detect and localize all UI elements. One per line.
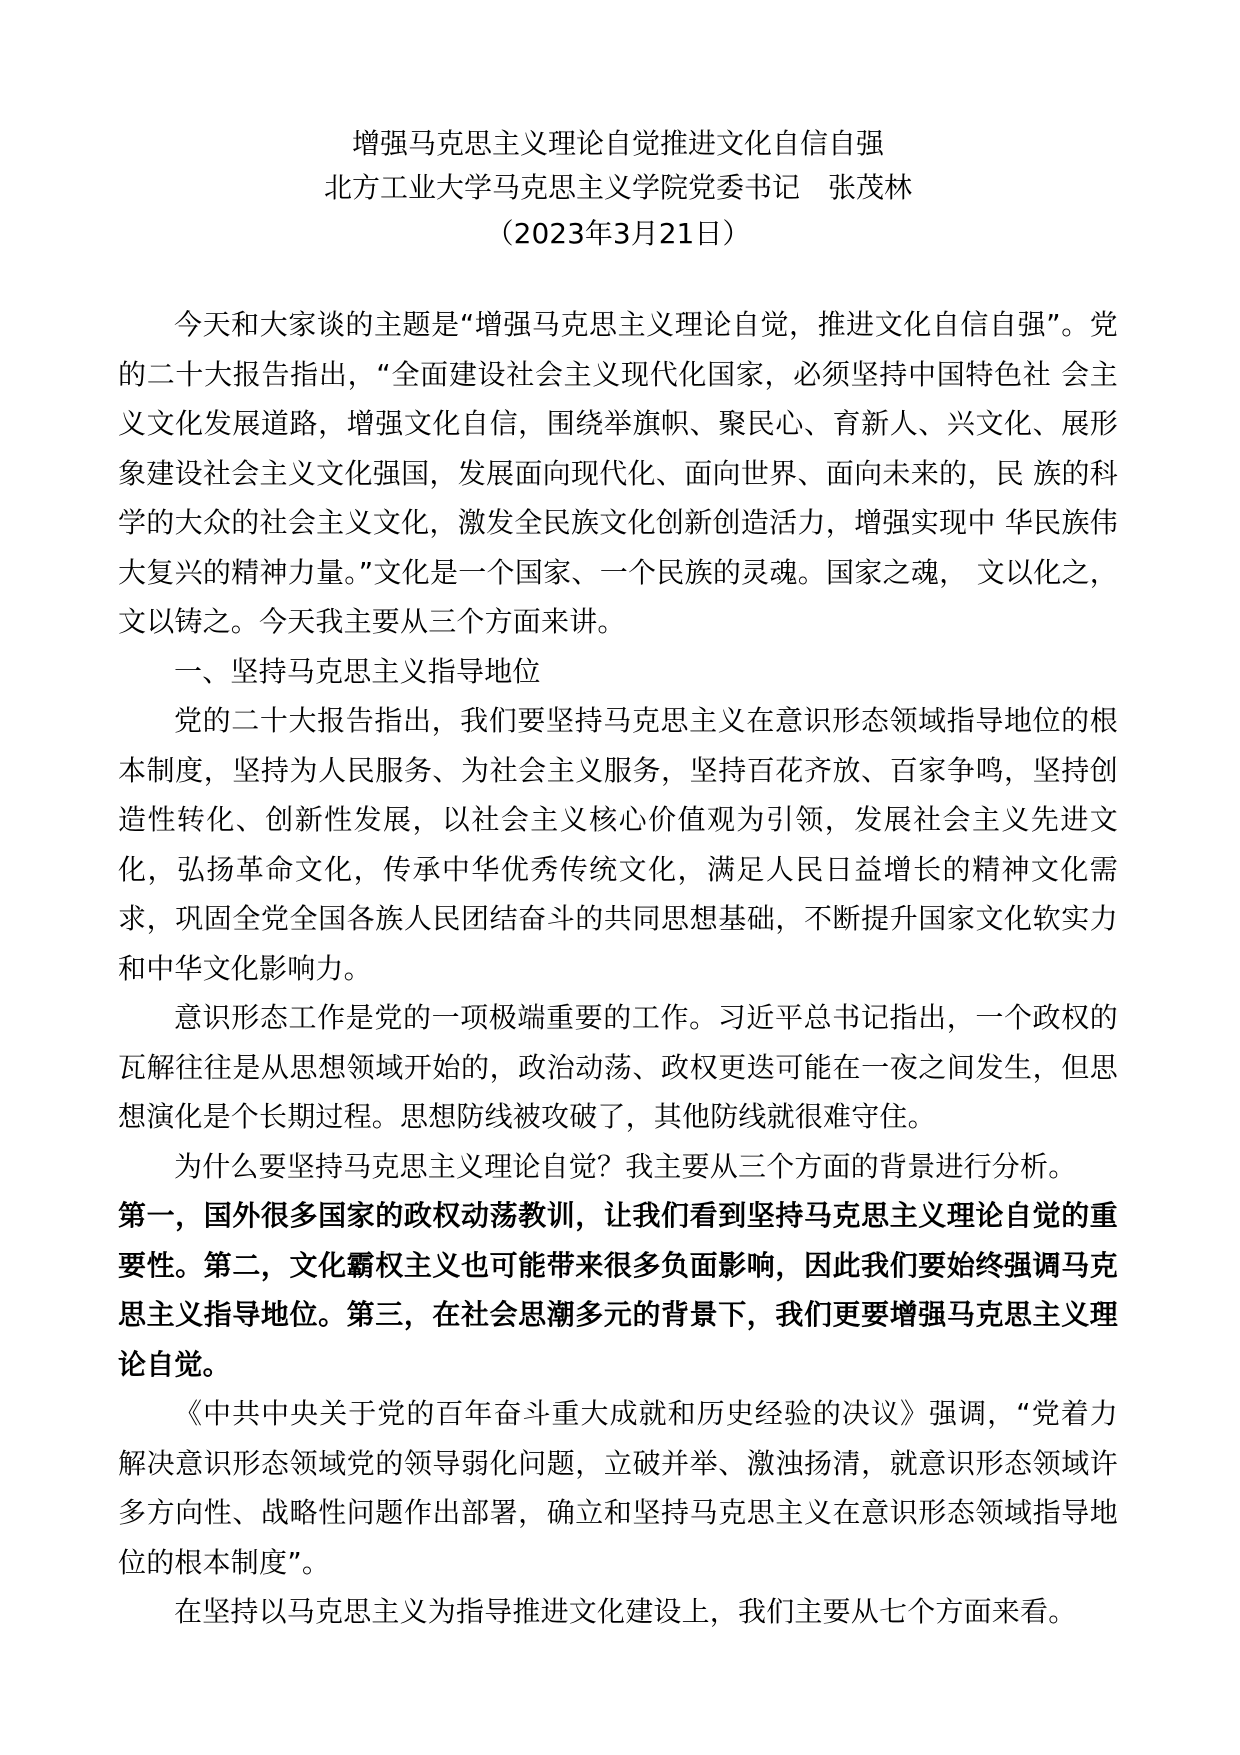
document-title: 增强马克思主义理论自觉推进文化自信自强 (351, 127, 884, 160)
document-date: （2023年3月21日） (485, 217, 751, 250)
paragraph-report: 党的二十大报告指出，我们要坚持马克思主义在意识形态领域指导地位的根本制度，坚持为人民服务、为社会主义服务，坚持百花齐放、百家争鸣，坚持创造性转化、创新性发展，以社会主义核心价值观为引领，发展社会主义先进文化，弘扬革命文化，传承中华优秀传统文化，满足人民日益增长的精神文化需求，巩固全党全国各族人民团结奋斗的共同思想基础，不断提升国家文化软实力和中华文化影响力。 (118, 704, 1118, 985)
paragraph-seven-aspects: 在坚持以马克思主义为指导推进文化建设上，我们主要从七个方面来看。 (174, 1595, 1077, 1628)
paragraph-three-reasons: 第一，国外很多国家的政权动荡教训，让我们看到坚持马克思主义理论自觉的重要性。第二，文化霸权主义也可能带来很多负面影响，因此我们要始终强调马克思主义指导地位。第三，在社会思潮多元的背景下，我们更要增强马克思主义理论自觉。 (118, 1199, 1118, 1381)
section-heading-1: 一、坚持马克思主义指导地位 (174, 654, 541, 688)
paragraph-why: 为什么要坚持马克思主义理论自觉？我主要从三个方面的背景进行分析。 (174, 1149, 1077, 1183)
paragraph-intro: 今天和大家谈的主题是“增强马克思主义理论自觉，推进文化自信自强”。党的二十大报告指出，“全面建设社会主义现代化国家，必须坚持中国特色社 会主义文化发展道路，增强文化自信，围绕举旗帜、聚民心、育新人、兴文化、展形象建设社会主义文化强国，发展面向现代化、面向世界、面向未来的，民 族的科学的大众的社会主义文化，激发全民族文化创新创造活力，增强实现中 华民族伟大复兴的精神力量。”文化是一个国家、一个民族的灵魂。国家之魂， 文以化之，文以铸之。今天我主要从三个方面来讲。 (118, 308, 1118, 638)
paragraph-ideology: 意识形态工作是党的一项极端重要的工作。习近平总书记指出，一个政权的瓦解往往是从思想领域开始的，政治动荡、政权更迭可能在一夜之间发生，但思想演化是个长期过程。思想防线被攻破了，其他防线就很难守住。 (118, 1001, 1118, 1133)
document-byline: 北方工业大学马克思主义学院党委书记 张茂林 (323, 171, 912, 204)
title-block (118, 122, 1118, 258)
document-page (118, 122, 1118, 1637)
paragraph-resolution: 《中共中央关于党的百年奋斗重大成就和历史经验的决议》强调，“党着力解决意识形态领域党的领导弱化问题，立破并举、激浊扬清，就意识形态领域许多方向性、战略性问题作出部署，确立和坚持马克思主义在意识形态领域指导地位的根本制度”。 (118, 1397, 1118, 1579)
